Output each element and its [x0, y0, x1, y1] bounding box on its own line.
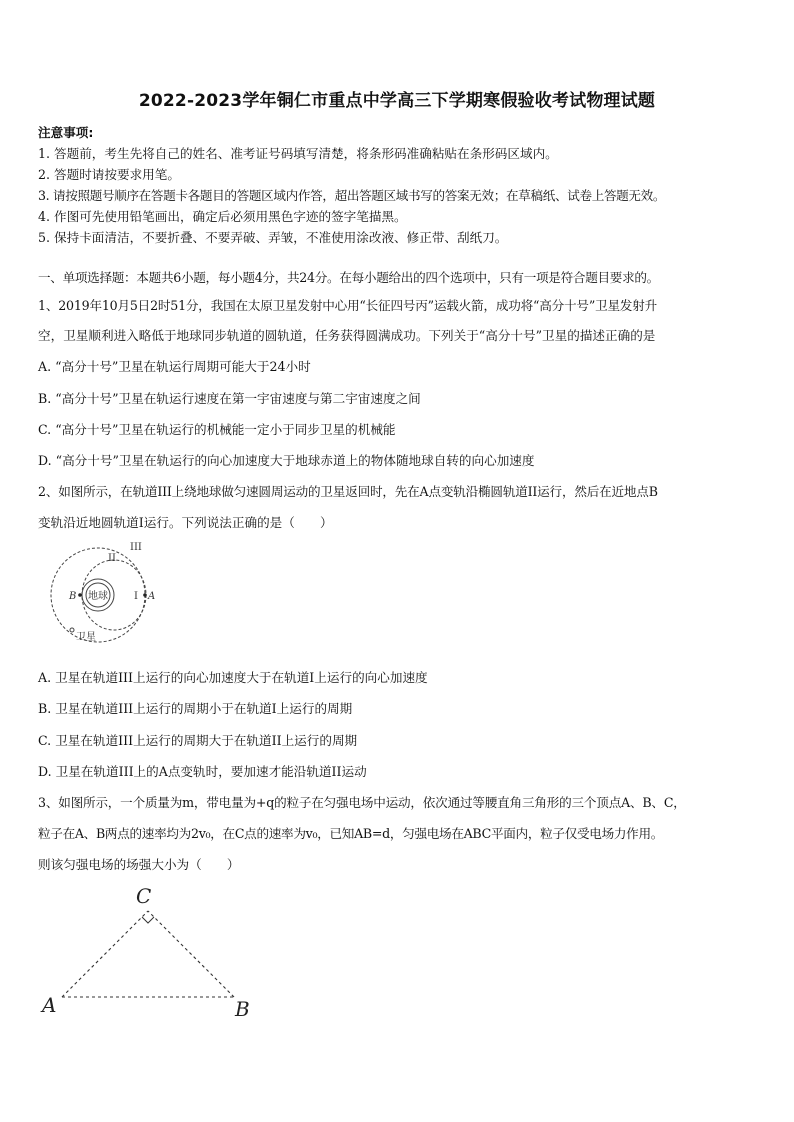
q1-option-c: C. “高分十号”卫星在轨运行的机械能一定小于同步卫星的机械能	[38, 422, 396, 437]
orbit-diagram	[42, 538, 172, 643]
q3-stem-line: 粒子在A、B两点的速率均为2v₀，在C点的速率为v₀，已知AB=d，匀强电场在ABC平面内，粒子仅受电场力作用。	[38, 826, 664, 841]
q1-option-d: D. “高分十号”卫星在轨运行的向心加速度大于地球赤道上的物体随地球自转的向心加速度	[38, 453, 535, 468]
earth-label: 地球	[88, 591, 108, 602]
q3-stem-line: 则该匀强电场的场强大小为（ ）	[38, 857, 240, 872]
vertex-b-label: B	[235, 997, 250, 1021]
q1-option-b: B. “高分十号”卫星在轨运行速度在第一宇宙速度与第二宇宙速度之间	[38, 391, 421, 406]
notice-item: 2. 答题时请按要求用笔。	[38, 167, 180, 182]
q2-option-b: B. 卫星在轨道III上运行的周期小于在轨道I上运行的周期	[38, 701, 353, 716]
side-ac	[62, 911, 148, 997]
exam-title: 2022-2023学年铜仁市重点中学高三下学期寒假验收考试物理试题	[138, 91, 656, 111]
orbit-i-label: I	[134, 591, 138, 602]
notice-heading: 注意事项:	[38, 125, 94, 140]
q1-stem-line: 1、2019年10月5日2时51分，我国在太原卫星发射中心用“长征四号丙”运载火箭，成功将“高分十号”卫星发射升	[38, 298, 658, 313]
notice-item: 5. 保持卡面清洁，不要折叠、不要弄破、弄皱，不准使用涂改液、修正带、刮纸刀。	[38, 230, 508, 245]
satellite-label: 卫星	[76, 632, 96, 643]
right-angle-mark	[142, 917, 154, 923]
point-a-dot	[143, 593, 147, 597]
side-bc	[148, 911, 234, 997]
q2-option-c: C. 卫星在轨道III上运行的周期大于在轨道II上运行的周期	[38, 733, 358, 748]
triangle-diagram	[38, 880, 268, 1025]
orbit-ii-label: II	[108, 553, 116, 564]
q1-option-a: A. “高分十号”卫星在轨运行周期可能大于24小时	[38, 359, 311, 374]
q2-stem-line: 2、如图所示，在轨道III上绕地球做匀速圆周运动的卫星返回时，先在A点变轨沿椭圆轨道II运行，然后在近地点B	[38, 484, 658, 499]
section-heading: 一、单项选择题：本题共6小题，每小题4分，共24分。在每小题给出的四个选项中，只有一项是符合题目要求的。	[38, 270, 659, 285]
notice-item: 4. 作图可先使用铅笔画出，确定后必须用黑色字迹的签字笔描黑。	[38, 209, 407, 224]
q2-stem-line: 变轨沿近地圆轨道I运行。下列说法正确的是（ ）	[38, 515, 333, 530]
q2-option-d: D. 卫星在轨道III上的A点变轨时，要加速才能沿轨道II运动	[38, 764, 367, 779]
point-a-label: A	[148, 591, 156, 602]
orbit-iii-label: III	[130, 542, 142, 553]
notice-item: 1. 答题前，考生先将自己的姓名、准考证号码填写清楚，将条形码准确粘贴在条形码区域内。	[38, 146, 558, 161]
point-b-dot	[78, 593, 82, 597]
q2-option-a: A. 卫星在轨道III上运行的向心加速度大于在轨道I上运行的向心加速度	[38, 670, 428, 685]
q3-stem-line: 3、如图所示，一个质量为m，带电量为+q的粒子在匀强电场中运动，依次通过等腰直角三角形的三个顶点A、B、C，	[38, 795, 686, 810]
vertex-c-label: C	[136, 884, 152, 908]
satellite-dot	[70, 628, 74, 632]
notice-item: 3. 请按照题号顺序在答题卡各题目的答题区域内作答，超出答题区域书写的答案无效；在草稿纸、试卷上答题无效。	[38, 188, 666, 203]
point-b-label: B	[69, 591, 77, 602]
vertex-a-label: A	[42, 993, 57, 1017]
q1-stem-line: 空，卫星顺利进入略低于地球同步轨道的圆轨道，任务获得圆满成功。下列关于“高分十号”卫星的描述正确的是	[38, 328, 656, 343]
